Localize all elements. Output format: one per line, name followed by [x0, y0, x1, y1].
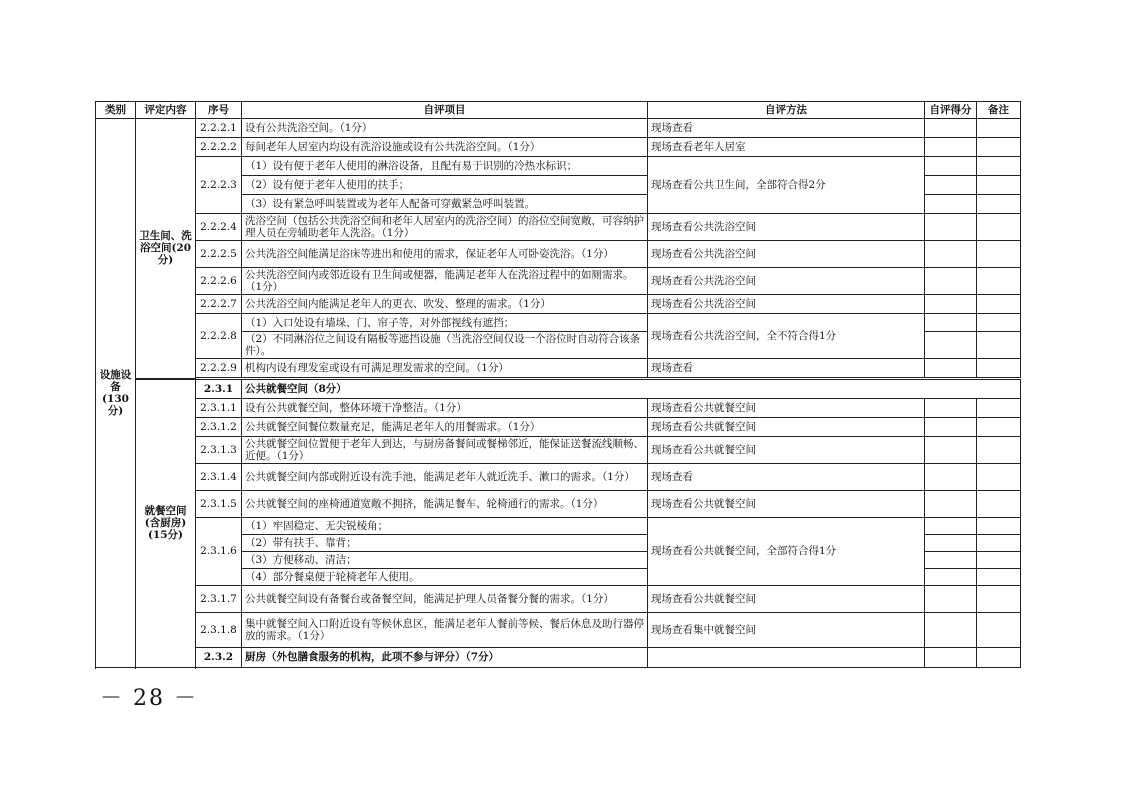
- remarks-cell[interactable]: [977, 268, 1021, 295]
- remarks-cell[interactable]: [977, 295, 1021, 314]
- remarks-cell[interactable]: [977, 332, 1021, 359]
- row-item: （1）设有便于老年人使用的淋浴设备，且配有易于识别的冷热水标识；: [242, 157, 648, 176]
- table-row: [96, 647, 1021, 667]
- row-method: 现场查看公共洗浴空间: [648, 241, 925, 268]
- table-row: [96, 417, 1021, 436]
- score-cell[interactable]: [925, 398, 977, 417]
- remarks-cell[interactable]: [977, 157, 1021, 176]
- row-method: 现场查看: [648, 119, 925, 138]
- row-item: 公共洗浴空间内或邻近设有卫生间或便器，能满足老年人在洗浴过程中的如厕需求。（1分）: [242, 268, 648, 295]
- score-cell[interactable]: [925, 314, 977, 332]
- remarks-cell[interactable]: [977, 417, 1021, 436]
- section-number: 2.3.1: [196, 379, 242, 398]
- score-cell[interactable]: [925, 157, 977, 176]
- row-number: 2.3.1.6: [196, 517, 242, 585]
- score-cell[interactable]: [925, 517, 977, 534]
- row-method: 现场查看公共洗浴空间，全不符合得1分: [648, 314, 925, 359]
- score-cell[interactable]: [925, 138, 977, 157]
- score-cell[interactable]: [925, 268, 977, 295]
- row-item: （1）牢固稳定、无尖锐棱角；: [242, 517, 648, 534]
- row-item: 每间老年人居室内均设有洗浴设施或设有公共洗浴空间。（1分）: [242, 138, 648, 157]
- row-method: 现场查看老年人居室: [648, 138, 925, 157]
- remarks-cell[interactable]: [977, 398, 1021, 417]
- row-method: 现场查看公共卫生间，全部符合得2分: [648, 157, 925, 214]
- table-header-row: [96, 102, 1021, 119]
- row-number: 2.2.2.5: [196, 241, 242, 268]
- row-item: 公共就餐空间的座椅通道宽敞不拥挤，能满足餐车、轮椅通行的需求。（1分）: [242, 490, 648, 517]
- score-cell[interactable]: [925, 295, 977, 314]
- row-item: （3）方便移动、清洁；: [242, 551, 648, 568]
- table-row: [96, 612, 1021, 647]
- score-cell[interactable]: [925, 241, 977, 268]
- remarks-cell[interactable]: [977, 585, 1021, 612]
- row-item: 公共洗浴空间能满足浴床等进出和使用的需求，保证老年人可卧姿洗浴。（1分）: [242, 241, 648, 268]
- table-row: [96, 359, 1021, 378]
- table-row: [96, 585, 1021, 612]
- row-method: 现场查看公共就餐空间: [648, 436, 925, 463]
- row-method: 现场查看公共就餐空间，全部符合得1分: [648, 517, 925, 585]
- row-method: 现场查看: [648, 463, 925, 490]
- table-row: [96, 436, 1021, 463]
- header-method: 自评方法: [648, 102, 925, 119]
- row-number: 2.2.2.3: [196, 157, 242, 214]
- row-item: 设有公共洗浴空间。（1分）: [242, 119, 648, 138]
- score-cell[interactable]: [925, 195, 977, 214]
- row-number: 2.3.1.4: [196, 463, 242, 490]
- row-number: 2.3.1.1: [196, 398, 242, 417]
- row-item: （4）部分餐桌便于轮椅老年人使用。: [242, 568, 648, 585]
- row-method: 现场查看集中就餐空间: [648, 612, 925, 647]
- row-method: 现场查看公共就餐空间: [648, 417, 925, 436]
- row-item: 公共就餐空间餐位数量充足，能满足老年人的用餐需求。（1分）: [242, 417, 648, 436]
- score-cell[interactable]: [925, 417, 977, 436]
- row-item: （2）带有扶手、靠背；: [242, 534, 648, 551]
- table-row: [96, 295, 1021, 314]
- score-cell[interactable]: [925, 332, 977, 359]
- remarks-cell[interactable]: [977, 534, 1021, 551]
- header-remarks: 备注: [977, 102, 1021, 119]
- table-row: [96, 398, 1021, 417]
- remarks-cell[interactable]: [977, 176, 1021, 195]
- row-item: （1）入口处设有墙垛、门、帘子等，对外部视线有遮挡；: [242, 314, 648, 332]
- row-number: 2.2.2.8: [196, 314, 242, 359]
- row-method: 现场查看: [648, 359, 925, 378]
- row-number: 2.2.2.4: [196, 214, 242, 241]
- row-item: （3）设有紧急呼叫装置或为老年人配备可穿戴紧急呼叫装置。: [242, 195, 648, 214]
- remarks-cell[interactable]: [977, 314, 1021, 332]
- remarks-cell[interactable]: [977, 214, 1021, 241]
- table-row: [96, 119, 1021, 138]
- remarks-cell[interactable]: [977, 490, 1021, 517]
- row-number: 2.2.2.2: [196, 138, 242, 157]
- score-cell[interactable]: [925, 359, 977, 378]
- remarks-cell[interactable]: [977, 138, 1021, 157]
- table-row: [96, 517, 1021, 534]
- table-row: [96, 314, 1021, 332]
- table-row: [96, 157, 1021, 176]
- table-row: [96, 379, 1021, 398]
- score-cell[interactable]: [925, 612, 977, 647]
- category-cell: 设施设备(130分): [96, 119, 136, 668]
- row-method: [648, 647, 925, 667]
- row-number: 2.3.1.8: [196, 612, 242, 647]
- score-cell[interactable]: [925, 534, 977, 551]
- row-method: 现场查看公共洗浴空间: [648, 268, 925, 295]
- score-cell[interactable]: [925, 490, 977, 517]
- remarks-cell[interactable]: [977, 195, 1021, 214]
- row-method: 现场查看公共洗浴空间: [648, 295, 925, 314]
- remarks-cell[interactable]: [977, 359, 1021, 378]
- row-number: 2.2.2.6: [196, 268, 242, 295]
- score-cell[interactable]: [925, 585, 977, 612]
- score-cell[interactable]: [925, 568, 977, 585]
- row-number: 2.3.1.2: [196, 417, 242, 436]
- group-dining: 就餐空间(含厨房)(15分): [136, 379, 196, 668]
- row-item: 机构内设有理发室或设有可满足理发需求的空间。（1分）: [242, 359, 648, 378]
- row-method: 现场查看公共就餐空间: [648, 490, 925, 517]
- table-row: [96, 268, 1021, 295]
- table-row: [96, 241, 1021, 268]
- page-number: － 28 －: [100, 686, 198, 711]
- row-method: 现场查看公共洗浴空间: [648, 214, 925, 241]
- remarks-cell[interactable]: [977, 463, 1021, 490]
- header-category: 类别: [96, 102, 136, 119]
- remarks-cell[interactable]: [977, 241, 1021, 268]
- row-number: 2.3.1.5: [196, 490, 242, 517]
- table-row: [96, 214, 1021, 241]
- row-item: 公共就餐空间内部或附近设有洗手池，能满足老年人就近洗手、漱口的需求。（1分）: [242, 463, 648, 490]
- row-number: 2.2.2.1: [196, 119, 242, 138]
- score-cell[interactable]: [925, 214, 977, 241]
- section-title: 公共就餐空间（8分）: [242, 379, 1021, 398]
- score-cell[interactable]: [925, 119, 977, 138]
- row-item: 公共洗浴空间内能满足老年人的更衣、吹发、整理的需求。（1分）: [242, 295, 648, 314]
- row-number: 2.2.2.7: [196, 295, 242, 314]
- evaluation-table: [95, 101, 1021, 668]
- row-item: 设有公共就餐空间，整体环境干净整洁。（1分）: [242, 398, 648, 417]
- row-item: 公共就餐空间位置便于老年人到达，与厨房备餐间或餐梯邻近，能保证送餐流线顺畅、近便。（1分）: [242, 436, 648, 463]
- table-row: [96, 490, 1021, 517]
- row-item: 公共就餐空间设有备餐台或备餐空间，能满足护理人员备餐分餐的需求。（1分）: [242, 585, 648, 612]
- row-number: 2.3.1.3: [196, 436, 242, 463]
- remarks-cell[interactable]: [977, 647, 1021, 667]
- score-cell[interactable]: [925, 176, 977, 195]
- remarks-cell[interactable]: [977, 568, 1021, 585]
- section-number: 2.3.2: [196, 647, 242, 667]
- row-number: 2.3.1.7: [196, 585, 242, 612]
- score-cell[interactable]: [925, 463, 977, 490]
- row-item: 集中就餐空间入口附近设有等候休息区，能满足老年人餐前等候、餐后休息及助行器停放的需求。（1分）: [242, 612, 648, 647]
- row-number: 2.2.2.9: [196, 359, 242, 378]
- header-score: 自评得分: [925, 102, 977, 119]
- score-cell[interactable]: [925, 551, 977, 568]
- remarks-cell[interactable]: [977, 612, 1021, 647]
- header-item: 自评项目: [242, 102, 648, 119]
- row-item: （2）设有便于老年人使用的扶手；: [242, 176, 648, 195]
- table-row: [96, 463, 1021, 490]
- section-title: 厨房（外包膳食服务的机构，此项不参与评分）（7分）: [242, 647, 648, 667]
- table-row: [96, 138, 1021, 157]
- row-item: （2）不同淋浴位之间设有隔板等遮挡设施（当洗浴空间仅设一个浴位时自动符合该条件）。: [242, 332, 648, 359]
- row-method: 现场查看公共就餐空间: [648, 398, 925, 417]
- remarks-cell[interactable]: [977, 436, 1021, 463]
- header-number: 序号: [196, 102, 242, 119]
- score-cell[interactable]: [925, 647, 977, 667]
- remarks-cell[interactable]: [977, 119, 1021, 138]
- row-item: 洗浴空间（包括公共洗浴空间和老年人居室内的洗浴空间）的浴位空间宽敞，可容纳护理人员在旁辅助老年人洗浴。（1分）: [242, 214, 648, 241]
- remarks-cell[interactable]: [977, 551, 1021, 568]
- row-method: 现场查看公共就餐空间: [648, 585, 925, 612]
- score-cell[interactable]: [925, 436, 977, 463]
- remarks-cell[interactable]: [977, 517, 1021, 534]
- group-bathroom: 卫生间、洗浴空间(20分): [136, 119, 196, 379]
- header-content: 评定内容: [136, 102, 196, 119]
